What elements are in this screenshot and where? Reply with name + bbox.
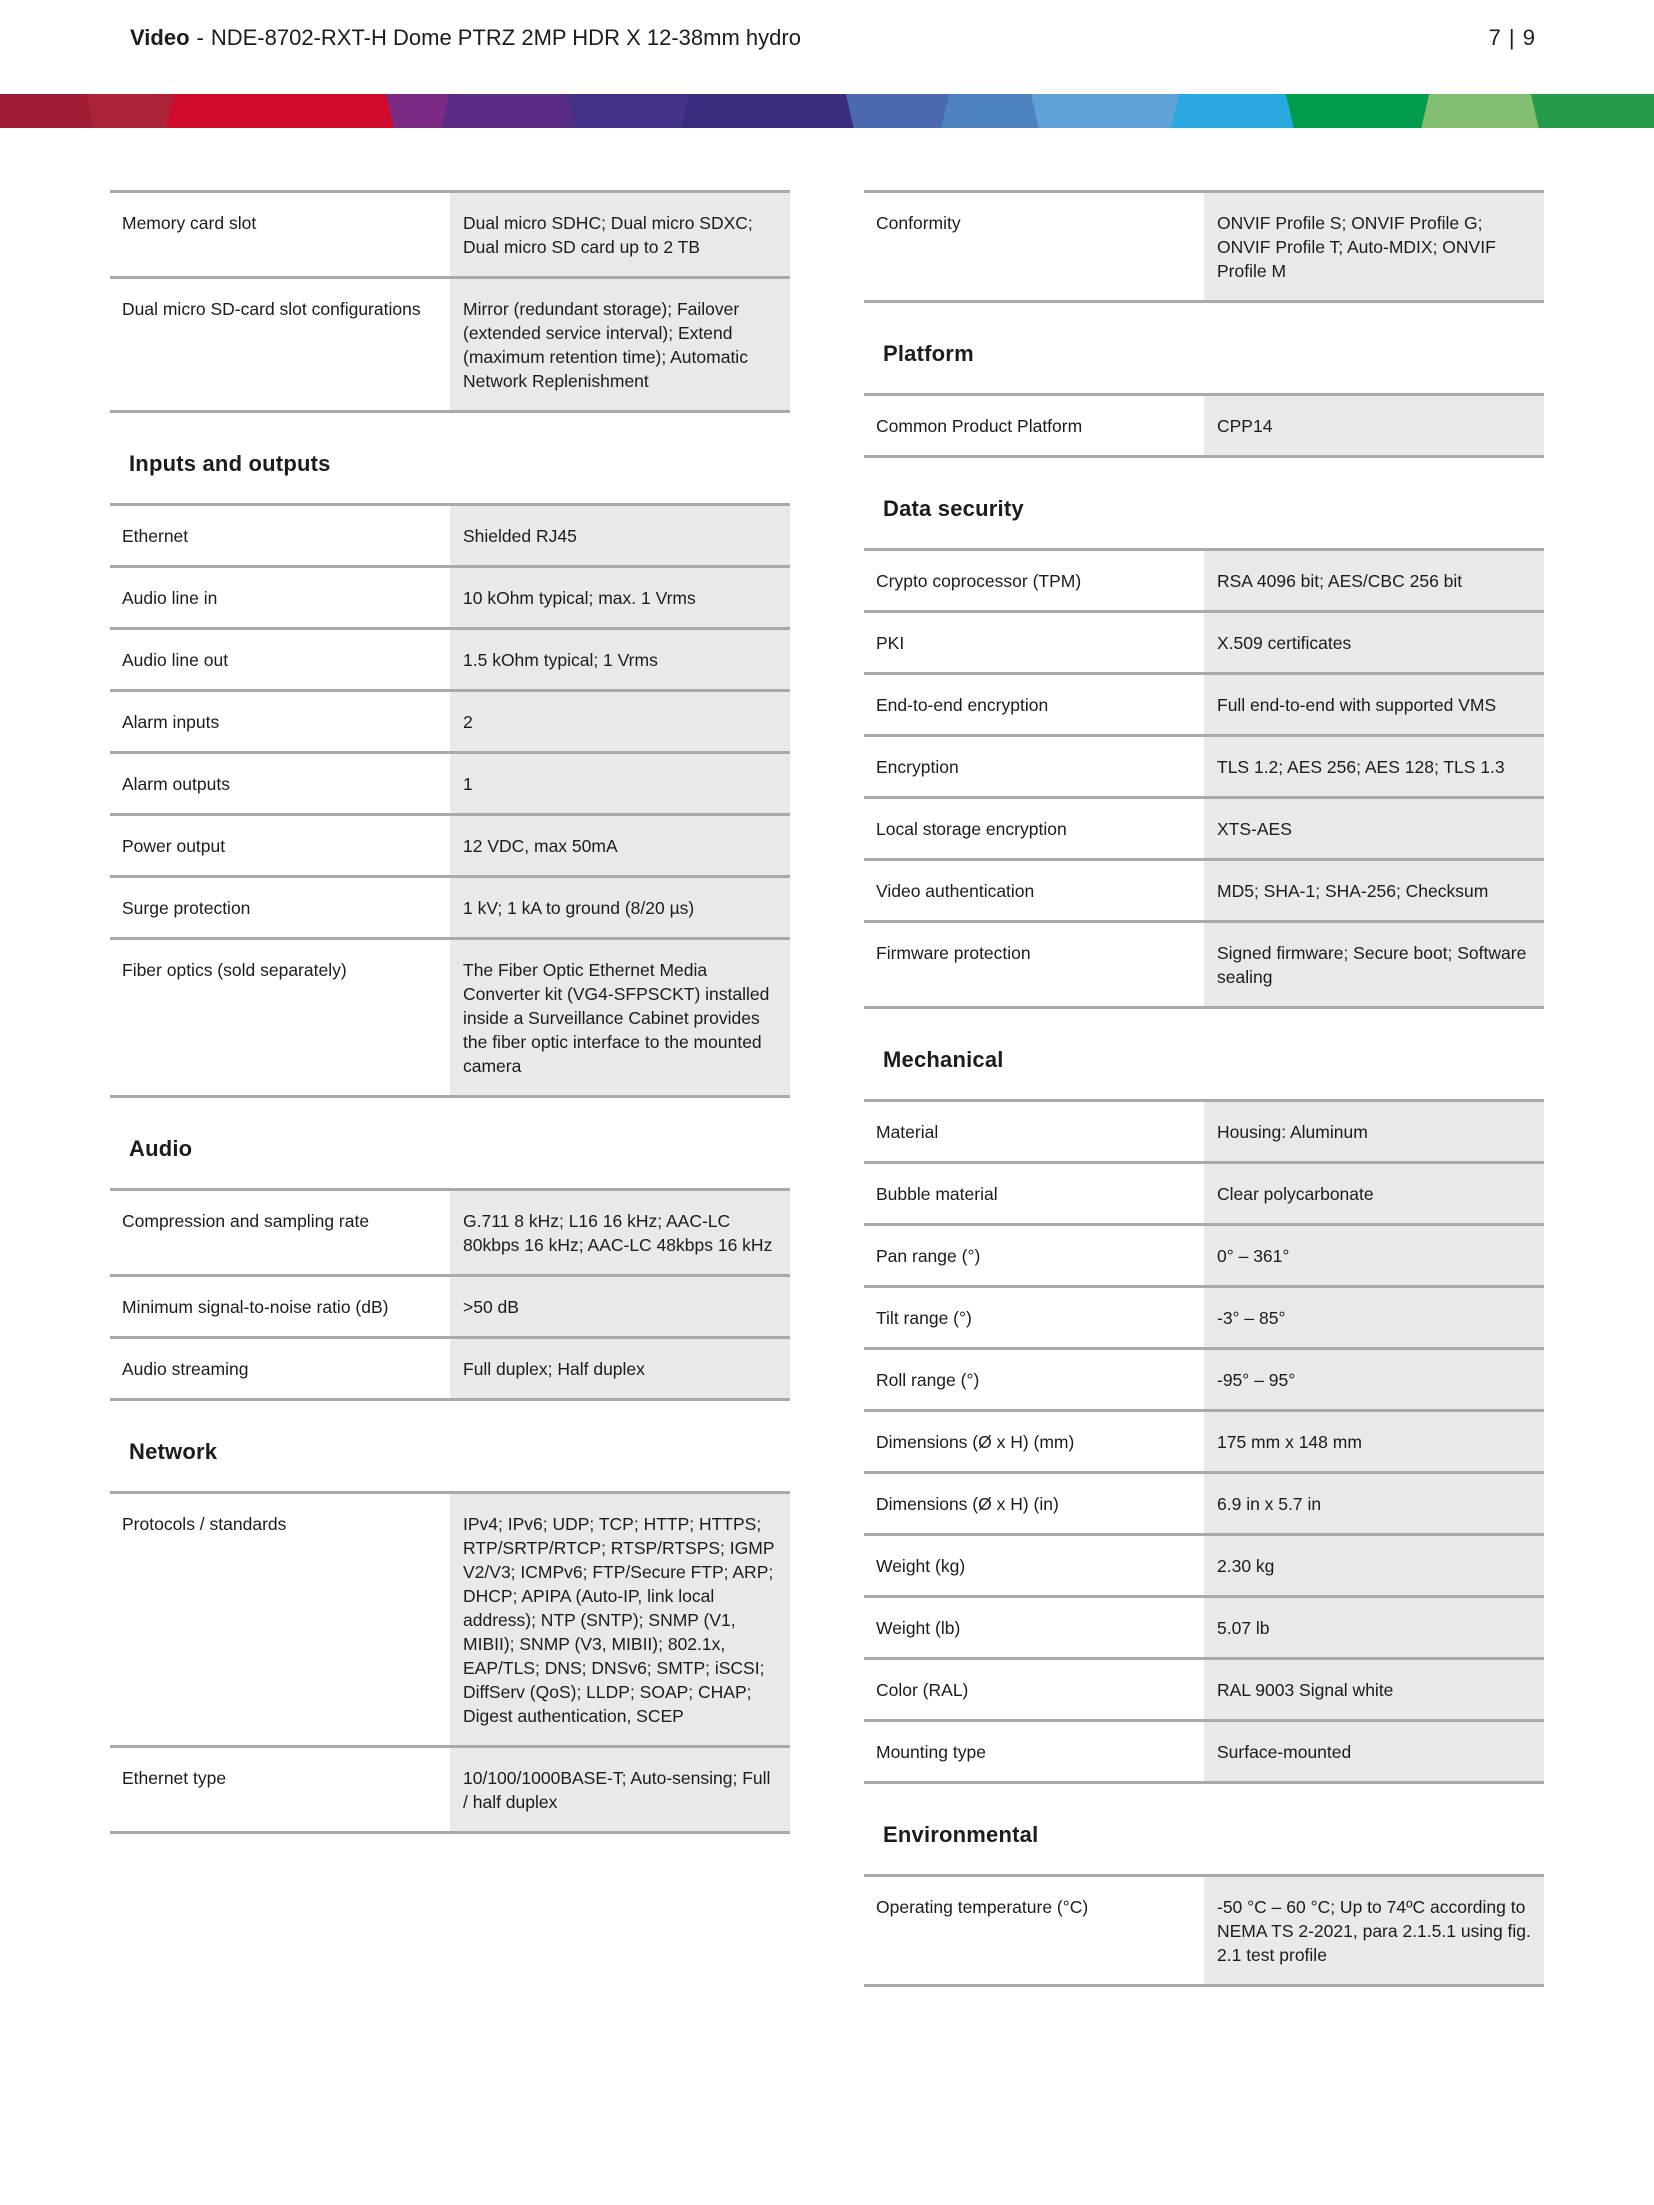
spec-label: PKI <box>864 613 1204 672</box>
spec-row <box>864 1223 1544 1285</box>
spec-value: Full end-to-end with supported VMS <box>1204 675 1544 734</box>
spec-table <box>110 503 790 1098</box>
spec-value: -50 °C – 60 °C; Up to 74ºC according to NEMA TS 2-2021, para 2.1.5.1 using fig. 2.1 test profile <box>1204 1877 1544 1984</box>
spec-row <box>110 689 790 751</box>
section-heading: Inputs and outputs <box>129 451 331 476</box>
spec-label: Audio line in <box>110 568 450 627</box>
spec-column-right <box>864 190 1544 1987</box>
spec-row <box>864 1657 1544 1719</box>
spec-value: Shielded RJ45 <box>450 506 790 565</box>
spec-section <box>864 190 1544 303</box>
section-heading: Environmental <box>883 1822 1039 1847</box>
spec-value: >50 dB <box>450 1277 790 1336</box>
spec-table <box>110 1188 790 1401</box>
spec-row <box>110 813 790 875</box>
spec-value: G.711 8 kHz; L16 16 kHz; AAC-LC 80kbps 16 kHz; AAC-LC 48kbps 16 kHz <box>450 1191 790 1274</box>
spec-row <box>864 1409 1544 1471</box>
spec-section <box>110 1439 790 1834</box>
category-label: Video <box>130 25 190 50</box>
spec-row <box>110 1745 790 1831</box>
spec-value: Dual micro SDHC; Dual micro SDXC; Dual micro SD card up to 2 TB <box>450 193 790 276</box>
spec-value: ONVIF Profile S; ONVIF Profile G; ONVIF Profile T; Auto-MDIX; ONVIF Profile M <box>1204 193 1544 300</box>
spec-value: 2.30 kg <box>1204 1536 1544 1595</box>
spec-section <box>110 190 790 413</box>
spec-row <box>110 937 790 1095</box>
spec-label: Common Product Platform <box>864 396 1204 455</box>
spec-value: X.509 certificates <box>1204 613 1544 672</box>
spec-value: 175 mm x 148 mm <box>1204 1412 1544 1471</box>
spec-value: MD5; SHA-1; SHA-256; Checksum <box>1204 861 1544 920</box>
spec-table <box>864 548 1544 1009</box>
spec-label: Audio line out <box>110 630 450 689</box>
spec-value: 0° – 361° <box>1204 1226 1544 1285</box>
spec-section <box>110 451 790 1098</box>
spec-label: Dimensions (Ø x H) (mm) <box>864 1412 1204 1471</box>
spec-value: 1 kV; 1 kA to ground (8/20 µs) <box>450 878 790 937</box>
spec-value: Mirror (redundant storage); Failover (extended service interval); Extend (maximum retention time); Automatic Network Replenishment <box>450 279 790 410</box>
brand-gradient-bar <box>0 94 1654 128</box>
spec-label: Fiber optics (sold separately) <box>110 940 450 1095</box>
spec-label: Tilt range (°) <box>864 1288 1204 1347</box>
spec-label: Pan range (°) <box>864 1226 1204 1285</box>
spec-row <box>864 1285 1544 1347</box>
spec-row <box>110 1188 790 1274</box>
spec-row <box>110 875 790 937</box>
spec-row <box>864 734 1544 796</box>
spec-value: 10 kOhm typical; max. 1 Vrms <box>450 568 790 627</box>
spec-label: Material <box>864 1102 1204 1161</box>
spec-row <box>864 1471 1544 1533</box>
spec-table <box>864 190 1544 303</box>
spec-row <box>864 190 1544 300</box>
spec-column-left <box>110 190 790 1834</box>
spec-row <box>864 1099 1544 1161</box>
spec-value: TLS 1.2; AES 256; AES 128; TLS 1.3 <box>1204 737 1544 796</box>
spec-label: Compression and sampling rate <box>110 1191 450 1274</box>
spec-value: 12 VDC, max 50mA <box>450 816 790 875</box>
spec-label: Dimensions (Ø x H) (in) <box>864 1474 1204 1533</box>
spec-label: Weight (kg) <box>864 1536 1204 1595</box>
spec-table <box>864 1099 1544 1784</box>
document-title <box>130 24 801 52</box>
brand-bar-segment <box>1530 94 1654 128</box>
spec-section <box>864 496 1544 1009</box>
spec-label: Bubble material <box>864 1164 1204 1223</box>
spec-row <box>864 1719 1544 1781</box>
spec-value: RSA 4096 bit; AES/CBC 256 bit <box>1204 551 1544 610</box>
spec-row <box>864 610 1544 672</box>
section-heading: Data security <box>883 496 1024 521</box>
section-heading: Platform <box>883 341 974 366</box>
spec-label: Memory card slot <box>110 193 450 276</box>
title-separator: - <box>196 25 204 50</box>
spec-label: Crypto coprocessor (TPM) <box>864 551 1204 610</box>
brand-bar-segment <box>165 94 416 128</box>
spec-label: Alarm inputs <box>110 692 450 751</box>
spec-value: IPv4; IPv6; UDP; TCP; HTTP; HTTPS; RTP/SRTP/RTCP; RTSP/RTSPS; IGMP V2/V3; ICMPv6; FTP/Secure FTP; ARP; DHCP; APIPA (Auto-IP, link local address); NTP (SNTP); SNMP (V1, MIBII); SNMP (V3, MIBII); 802.1x, EAP/TLS; DNS; DNSv6; SMTP; iSCSI; DiffServ (QoS); LLDP; SOAP; CHAP; Digest authentication, SCEP <box>450 1494 790 1745</box>
spec-value: -95° – 95° <box>1204 1350 1544 1409</box>
spec-label: Roll range (°) <box>864 1350 1204 1409</box>
spec-row <box>864 672 1544 734</box>
spec-value: Surface-mounted <box>1204 1722 1544 1781</box>
spec-row <box>110 751 790 813</box>
spec-section <box>864 341 1544 458</box>
spec-value: RAL 9003 Signal white <box>1204 1660 1544 1719</box>
spec-label: Video authentication <box>864 861 1204 920</box>
spec-row <box>110 1336 790 1398</box>
spec-row <box>864 1533 1544 1595</box>
page-header <box>130 24 1536 52</box>
spec-value: The Fiber Optic Ethernet Media Converter kit (VG4-SFPSCKT) installed inside a Surveillance Cabinet provides the fiber optic interface to the mounted camera <box>450 940 790 1095</box>
spec-value: Full duplex; Half duplex <box>450 1339 790 1398</box>
section-heading: Network <box>129 1439 218 1464</box>
spec-row <box>864 1347 1544 1409</box>
spec-label: Minimum signal-to-noise ratio (dB) <box>110 1277 450 1336</box>
spec-value: Clear polycarbonate <box>1204 1164 1544 1223</box>
spec-label: Alarm outputs <box>110 754 450 813</box>
spec-row <box>110 276 790 410</box>
spec-label: Color (RAL) <box>864 1660 1204 1719</box>
spec-row <box>110 565 790 627</box>
spec-label: Audio streaming <box>110 1339 450 1398</box>
spec-table <box>110 190 790 413</box>
spec-value: 2 <box>450 692 790 751</box>
spec-row <box>110 1274 790 1336</box>
spec-row <box>110 190 790 276</box>
spec-row <box>864 548 1544 610</box>
section-heading: Mechanical <box>883 1047 1004 1072</box>
spec-label: Ethernet <box>110 506 450 565</box>
spec-row <box>110 503 790 565</box>
spec-row <box>864 1161 1544 1223</box>
spec-label: Ethernet type <box>110 1748 450 1831</box>
spec-content <box>110 190 1544 1987</box>
spec-value: Housing: Aluminum <box>1204 1102 1544 1161</box>
spec-value: 10/100/1000BASE-T; Auto-sensing; Full / half duplex <box>450 1748 790 1831</box>
page-indicator: 7 | 9 <box>1488 25 1536 50</box>
spec-label: Surge protection <box>110 878 450 937</box>
spec-row <box>110 627 790 689</box>
spec-value: 6.9 in x 5.7 in <box>1204 1474 1544 1533</box>
spec-label: Conformity <box>864 193 1204 300</box>
spec-value: CPP14 <box>1204 396 1544 455</box>
spec-row <box>864 393 1544 455</box>
spec-value: Signed firmware; Secure boot; Software sealing <box>1204 923 1544 1006</box>
spec-section <box>110 1136 790 1401</box>
spec-table <box>110 1491 790 1834</box>
spec-section <box>864 1822 1544 1987</box>
spec-row <box>110 1491 790 1745</box>
spec-label: Weight (lb) <box>864 1598 1204 1657</box>
spec-label: Local storage encryption <box>864 799 1204 858</box>
spec-value: -3° – 85° <box>1204 1288 1544 1347</box>
spec-label: Encryption <box>864 737 1204 796</box>
spec-label: Power output <box>110 816 450 875</box>
spec-label: Protocols / standards <box>110 1494 450 1745</box>
spec-label: End-to-end encryption <box>864 675 1204 734</box>
spec-label: Operating temperature (°C) <box>864 1877 1204 1984</box>
spec-row <box>864 796 1544 858</box>
spec-table <box>864 1874 1544 1987</box>
spec-row <box>864 1595 1544 1657</box>
section-heading: Audio <box>129 1136 193 1161</box>
spec-row <box>864 1874 1544 1984</box>
spec-label: Dual micro SD-card slot configurations <box>110 279 450 410</box>
spec-row <box>864 858 1544 920</box>
spec-table <box>864 393 1544 458</box>
spec-label: Firmware protection <box>864 923 1204 1006</box>
spec-section <box>864 1047 1544 1784</box>
product-name: NDE-8702-RXT-H Dome PTRZ 2MP HDR X 12-38mm hydro <box>210 25 801 50</box>
spec-value: XTS-AES <box>1204 799 1544 858</box>
spec-value: 1 <box>450 754 790 813</box>
spec-value: 1.5 kOhm typical; 1 Vrms <box>450 630 790 689</box>
spec-label: Mounting type <box>864 1722 1204 1781</box>
spec-value: 5.07 lb <box>1204 1598 1544 1657</box>
spec-row <box>864 920 1544 1006</box>
